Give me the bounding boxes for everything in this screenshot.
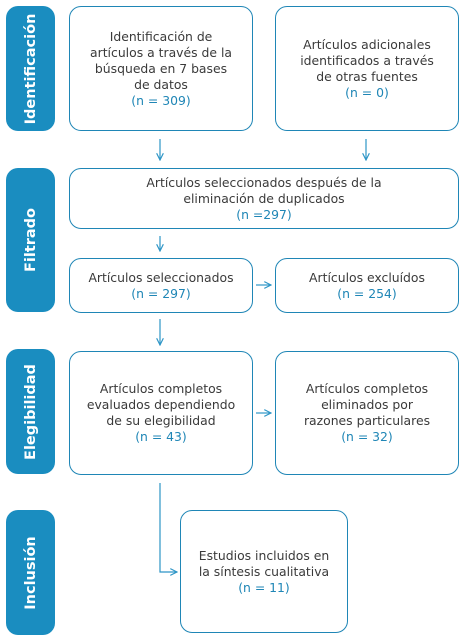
box-text: Artículos completos evaluados dependiendo de su elegibilidad <box>86 381 236 428</box>
box-text: Artículos adicionales identificados a través de otras fuentes <box>300 36 434 84</box>
box-count: (n = 43) <box>135 429 187 444</box>
box-full-text-excluded <box>275 351 459 475</box>
phase-identification <box>6 6 55 131</box>
box-text: Artículos seleccionados <box>88 269 234 285</box>
box-after-duplicates <box>69 168 459 229</box>
box-text: Artículos completos eliminados por razones particulares <box>303 381 431 428</box>
box-excluded <box>275 258 459 313</box>
box-count: (n =297) <box>236 206 292 222</box>
box-text: Artículos seleccionados después de la eliminación de duplicados <box>146 174 382 206</box>
box-text: Identificación de artículos a través de la búsqueda en 7 bases de datos <box>90 28 232 92</box>
box-full-text-assessed <box>69 351 253 475</box>
box-count: (n = 11) <box>238 579 290 595</box>
box-count: (n = 0) <box>345 84 389 100</box>
phase-eligibility <box>6 349 55 474</box>
phase-label: Filtrado <box>22 207 39 273</box>
phase-inclusion <box>6 510 55 635</box>
box-text: Artículos excluídos <box>309 269 425 285</box>
phase-label: Inclusión <box>22 535 39 610</box>
box-count: (n = 32) <box>341 429 393 444</box>
box-included <box>180 510 348 633</box>
box-text: Estudios incluidos en la síntesis cualitativa <box>198 547 330 579</box>
box-identified-other-sources <box>275 6 459 131</box>
phase-label: Identificación <box>22 13 39 124</box>
phase-label: Elegibilidad <box>22 363 39 460</box>
box-screened <box>69 258 253 313</box>
arrow-fulleval-to-included <box>160 483 177 572</box>
box-count: (n = 254) <box>337 285 397 301</box>
box-count: (n = 297) <box>131 285 191 301</box>
box-identified-databases <box>69 6 253 131</box>
box-count: (n = 309) <box>131 92 191 108</box>
phase-screening <box>6 168 55 312</box>
